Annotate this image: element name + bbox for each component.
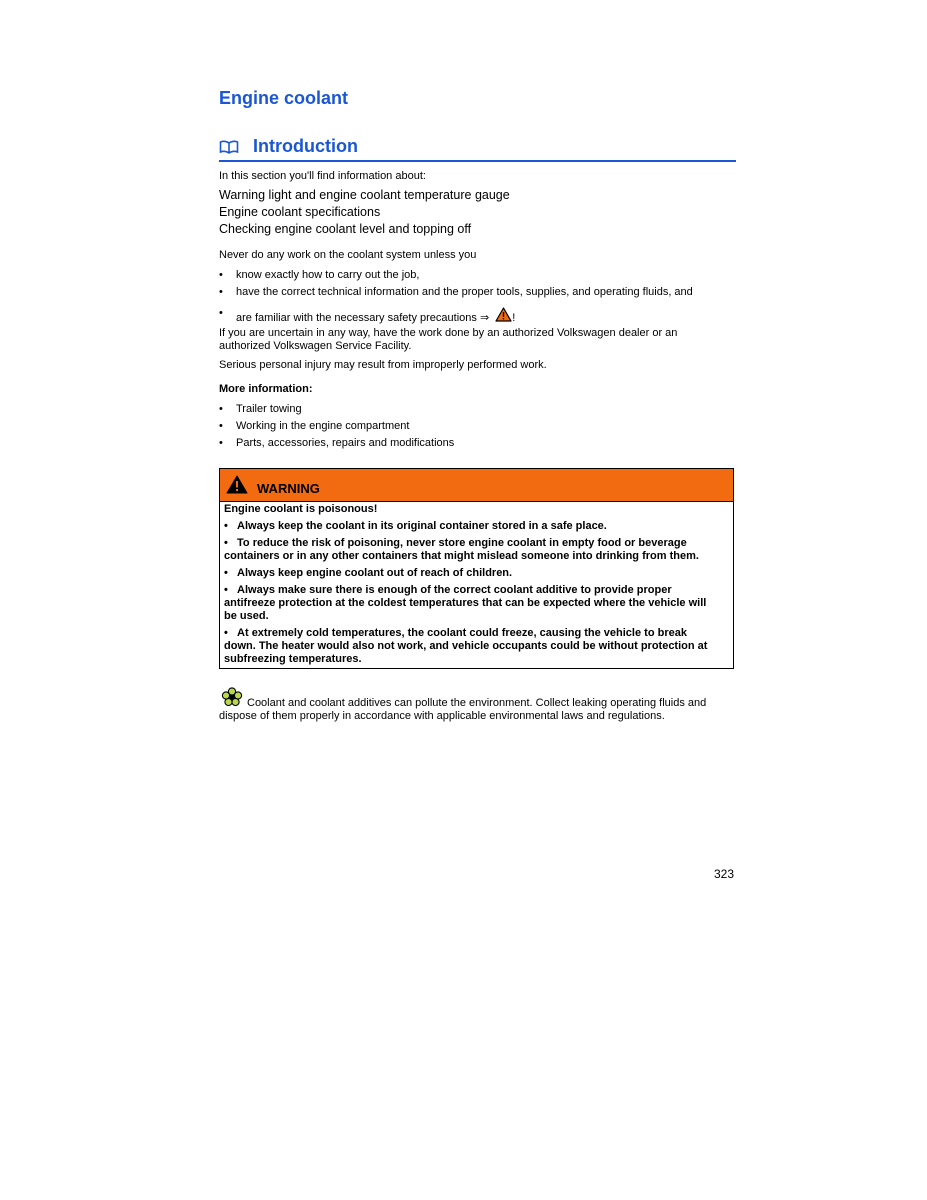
warning-item-continuation: subfreezing temperatures.: [224, 653, 362, 665]
chapter-title: Engine coolant: [219, 88, 349, 108]
section-header: [219, 135, 736, 162]
page-number: 323: [713, 867, 734, 881]
warning-item-line: Always keep engine coolant out of reach of children.: [237, 567, 513, 579]
section-title: Introduction: [253, 136, 358, 156]
topic-link-coolant-specs[interactable]: Engine coolant specifications: [219, 205, 381, 219]
warning-item: [224, 584, 728, 597]
list-item-text: know exactly how to carry out the job,: [236, 269, 420, 281]
environment-note-text: Coolant and coolant additives can pollute the environment. Collect leaking operating fluids and: [247, 697, 707, 709]
more-info-heading: More information:: [219, 383, 313, 395]
topic-link-checking-level[interactable]: Checking engine coolant level and topping off: [219, 222, 472, 236]
bullet-icon: •: [219, 437, 223, 449]
warning-box: [219, 468, 734, 669]
warning-item: [224, 520, 728, 533]
book-icon: [219, 140, 239, 154]
uncertain-line-1: If you are uncertain in any way, have the work done by an authorized Volkswagen dealer or an: [219, 327, 678, 339]
intro-line: In this section you'll find information about:: [219, 170, 426, 182]
warning-item-continuation: be used.: [224, 610, 269, 622]
caution-suffix: !: [512, 312, 516, 324]
warning-item: [224, 627, 728, 640]
warning-item-continuation: antifreeze protection at the coldest temperatures that can be expected where the vehicle will: [224, 597, 707, 609]
serious-injury-line: Serious personal injury may result from improperly performed work.: [219, 359, 547, 371]
warning-item-line: Always keep the coolant in its original container stored in a safe place.: [237, 520, 607, 532]
warning-triangle-icon[interactable]: [495, 307, 512, 322]
warning-item-line: Always make sure there is enough of the correct coolant additive to provide proper: [237, 584, 672, 596]
safety-precautions-text: are familiar with the necessary safety precautions ⇒: [236, 312, 490, 324]
more-info-link-trailer-towing[interactable]: Trailer towing: [236, 403, 302, 415]
bullet-icon: •: [219, 403, 223, 415]
warning-item: [224, 537, 728, 550]
topic-link-warning-light[interactable]: Warning light and engine coolant temperature gauge: [219, 188, 510, 202]
warning-item-continuation: containers or in any other containers that might mislead someone into drinking from them.: [224, 550, 699, 562]
uncertain-line-2: authorized Volkswagen Service Facility.: [219, 340, 412, 352]
warning-item-continuation: down. The heater would also not work, and vehicle occupants could be without protection at: [224, 640, 708, 652]
environment-note-line-2: dispose of them properly in accordance with applicable environmental laws and regulations.: [219, 710, 665, 722]
warning-item: [224, 567, 728, 580]
bullet-icon: •: [224, 520, 228, 532]
list-item-text: [236, 307, 515, 325]
warning-heading: Engine coolant is poisonous!: [224, 503, 378, 515]
bullet-icon: •: [224, 537, 228, 549]
list-item-text: have the correct technical information and the proper tools, supplies, and operating fluids, and: [236, 286, 693, 298]
warning-item-line: To reduce the risk of poisoning, never store engine coolant in empty food or beverage: [237, 537, 687, 549]
warning-triangle-icon: [226, 475, 248, 494]
bullet-icon: •: [224, 627, 228, 639]
caution-intro: Never do any work on the coolant system unless you: [219, 249, 477, 261]
more-info-link-engine-compartment[interactable]: Working in the engine compartment: [236, 420, 410, 432]
warning-header: [220, 469, 733, 502]
warning-label: WARNING: [257, 481, 320, 496]
bullet-icon: •: [224, 584, 228, 596]
bullet-icon: •: [224, 567, 228, 579]
more-info-link-parts-accessories[interactable]: Parts, accessories, repairs and modifications: [236, 437, 455, 449]
bullet-icon: •: [219, 286, 223, 298]
environment-note-line-1: [219, 697, 735, 710]
bullet-icon: •: [219, 420, 223, 432]
bullet-icon: •: [219, 269, 223, 281]
warning-item-line: At extremely cold temperatures, the coolant could freeze, causing the vehicle to break: [237, 627, 687, 639]
bullet-icon: •: [219, 307, 223, 319]
